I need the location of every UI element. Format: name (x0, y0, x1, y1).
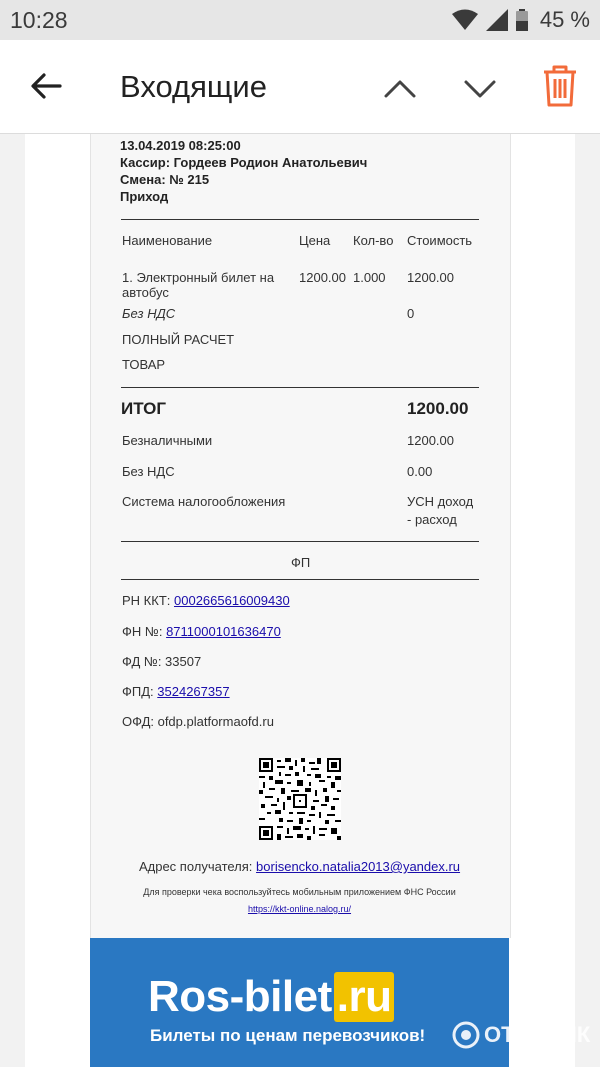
banner-logo-main: Ros-bilet (148, 972, 332, 1021)
fpd-row (122, 684, 230, 699)
check-link[interactable]: https://kkt-online.nalog.ru/ (247, 904, 352, 914)
cashless-value: 1200.00 (407, 433, 454, 448)
recipient-email-link[interactable]: borisencko.natalia2013@yandex.ru (256, 859, 461, 874)
item-subject: ТОВАР (122, 357, 166, 372)
rn-kkt-link[interactable]: 0002665616009430 (174, 593, 290, 608)
status-bar (0, 0, 600, 40)
otzovik-logo-icon (452, 1021, 480, 1049)
chevron-down-icon[interactable] (460, 70, 500, 106)
item-vat-label: Без НДС (122, 306, 176, 321)
divider (121, 579, 479, 580)
item-payment-method: ПОЛНЫЙ РАСЧЕТ (122, 332, 235, 347)
column-header-name: Наименование (122, 233, 213, 248)
page-title: Входящие (120, 69, 267, 104)
column-header-qty: Кол-во (353, 233, 394, 248)
item-vat-value: 0 (407, 306, 415, 321)
chevron-up-icon[interactable] (380, 70, 420, 106)
status-time: 10:28 (10, 7, 68, 33)
fn-label: ФН №: (122, 624, 163, 639)
fpd-link[interactable]: 3524267357 (157, 684, 230, 699)
fd-number: ФД №: 33507 (122, 654, 202, 669)
item-qty: 1.000 (353, 270, 386, 285)
receipt-cashier: Кассир: Гордеев Родион Анатольевич (120, 155, 368, 170)
rn-kkt-label: РН ККТ: (122, 593, 171, 608)
receipt-type: Приход (120, 189, 169, 204)
novat-label: Без НДС (122, 464, 175, 479)
rn-kkt-row (122, 593, 290, 608)
banner-logo (148, 972, 394, 1022)
battery-percent: 45 % (539, 7, 590, 32)
signal-icon (486, 9, 508, 31)
banner-logo-ru: .ru (334, 972, 395, 1022)
item-name-line2: автобус (122, 285, 169, 300)
banner-slogan: Билеты по ценам перевозчиков! (150, 1026, 426, 1045)
status-icons (452, 7, 590, 33)
column-header-price: Цена (299, 233, 331, 248)
fn-link[interactable]: 8711000101636470 (166, 624, 281, 639)
qr-code (259, 758, 341, 840)
trash-icon[interactable] (540, 64, 580, 108)
receipt-datetime: 13.04.2019 08:25:00 (120, 138, 241, 153)
total-label: ИТОГ (121, 399, 167, 418)
total-value: 1200.00 (407, 399, 469, 418)
fn-row (122, 624, 281, 639)
ofd-label: ОФД: ofdp.platformaofd.ru (122, 714, 274, 729)
item-price: 1200.00 (299, 270, 346, 285)
divider (121, 219, 479, 220)
recipient-label: Адрес получателя: (138, 859, 253, 874)
novat-value: 0.00 (407, 464, 433, 479)
otzovik-watermark (452, 1021, 590, 1049)
otzovik-text: ОТЗОВИК (484, 1022, 591, 1047)
tax-system-value-line2: - расход (407, 512, 457, 527)
column-header-cost: Стоимость (407, 233, 473, 248)
fp-label: ФП (291, 555, 311, 570)
battery-icon (516, 9, 528, 31)
item-name-line1: 1. Электронный билет на (122, 270, 275, 285)
item-cost: 1200.00 (407, 270, 454, 285)
fpd-label: ФПД: (122, 684, 154, 699)
app-bar (0, 40, 600, 134)
divider (121, 387, 479, 388)
cashless-label: Безналичными (122, 433, 213, 448)
wifi-icon (452, 9, 478, 31)
ros-bilet-banner[interactable] (90, 938, 509, 1067)
recipient-row (90, 859, 509, 874)
divider (121, 541, 479, 542)
check-link-row (90, 904, 509, 914)
tax-system-label: Система налогообложения (122, 494, 286, 509)
back-arrow-icon[interactable] (26, 66, 66, 106)
check-note: Для проверки чека воспользуйтесь мобильным приложением ФНС России (143, 887, 456, 897)
receipt-shift: Смена: № 215 (120, 172, 210, 187)
tax-system-value-line1: УСН доход (407, 494, 474, 509)
